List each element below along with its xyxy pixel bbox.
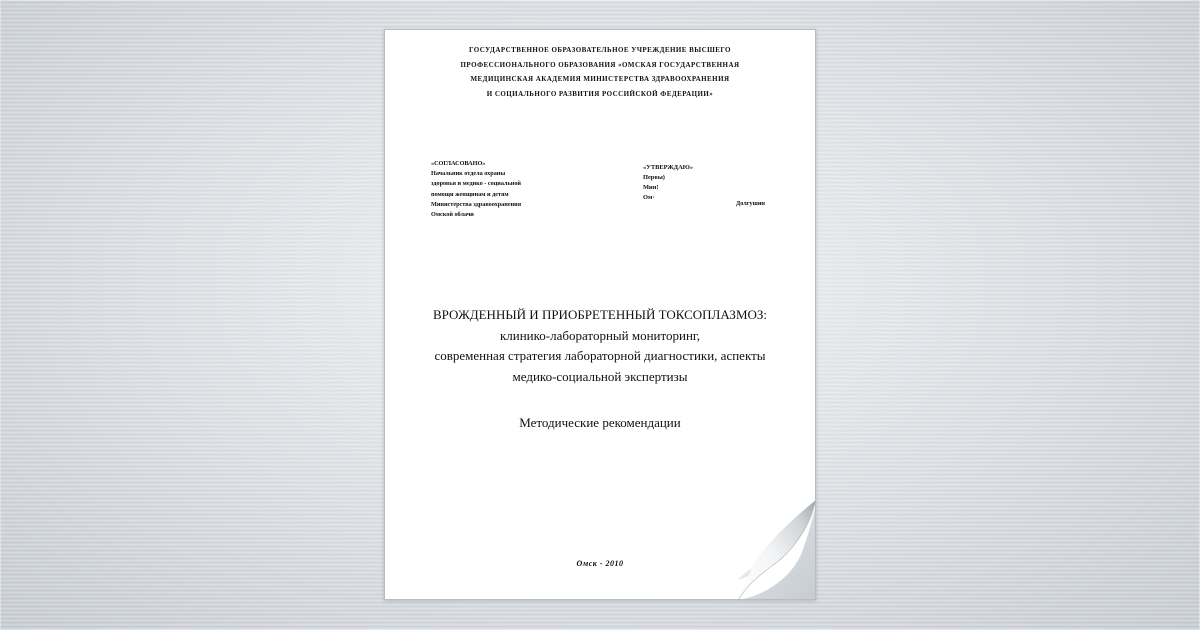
document-type: Методические рекомендации [519,415,681,430]
institution-line: МЕДИЦИНСКАЯ АКАДЕМИЯ МИНИСТЕРСТВА ЗДРАВООХРАНЕНИЯ [470,75,730,83]
approved-block [431,159,581,220]
institution-header [385,43,815,101]
title-line: клинико-лабораторный мониторинг, [499,327,701,343]
place-year: Омск - 2010 [576,559,624,568]
approve-line: Мин! [643,184,659,191]
document-page [384,29,816,600]
institution-line: ПРОФЕССИОНАЛЬНОГО ОБРАЗОВАНИЯ «ОМСКАЯ ГОСУДАРСТВЕННАЯ [460,60,740,69]
approve-line: Ом· [643,194,655,201]
approve-line: Первы) [643,174,665,181]
approved-line: здоровья и медико - социальной [431,180,521,188]
approved-line: Омской облачи [431,211,474,219]
institution-line: ГОСУДАРСТВЕННОЕ ОБРАЗОВАТЕЛЬНОЕ УЧРЕЖДЕНИЕ ВЫСШЕГО [469,46,731,54]
approve-block [643,163,693,203]
approved-line: помощи женщинам и детям [431,190,509,198]
title-line: современная стратегия лабораторной диагностики, аспекты [434,348,766,363]
title-line: ВРОЖДЕННЫЙ И ПРИОБРЕТЕННЫЙ ТОКСОПЛАЗМОЗ: [432,307,768,322]
approved-line: Начальник отдела охраны [431,170,506,178]
approve-line: «УТВЕРЖДАЮ» [643,164,694,171]
page-curl-icon [734,500,816,600]
document-title [385,305,815,387]
institution-line: И СОЦИАЛЬНОГО РАЗВИТИЯ РОССИЙСКОЙ ФЕДЕРАЦИИ» [486,89,714,98]
approved-line: Министерства здравоохранения [431,200,522,208]
approve-signer: Долгушин [736,200,765,207]
approved-line: «СОГЛАСОВАНО» [431,160,486,167]
title-line: медико-социальной экспертизы [512,368,688,384]
